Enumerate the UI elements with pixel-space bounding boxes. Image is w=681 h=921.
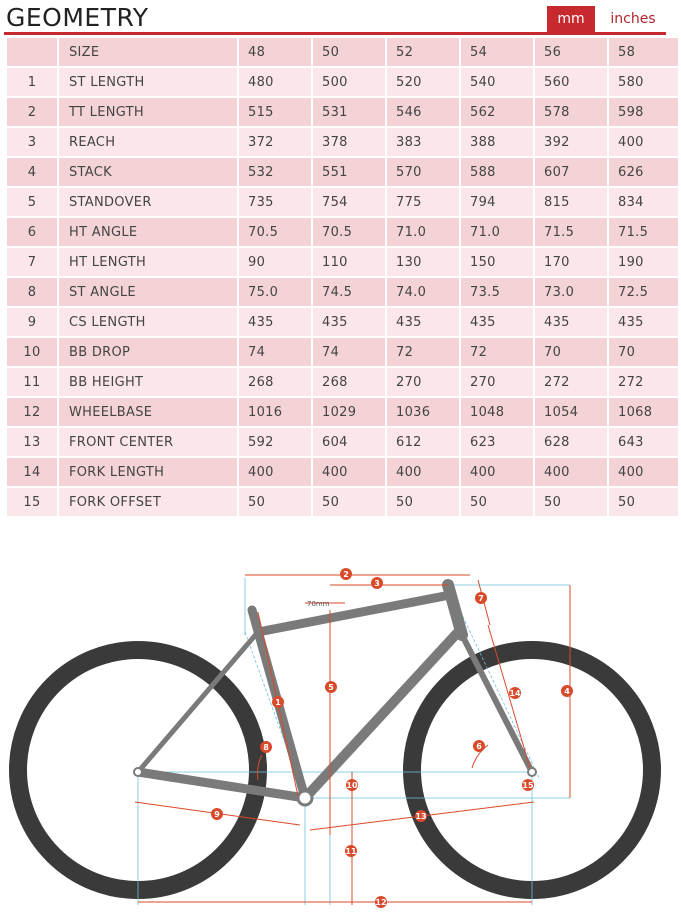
row-value-cell: 72.5: [609, 278, 678, 306]
row-value-cell: 546: [387, 98, 459, 126]
row-value-cell: 794: [461, 188, 533, 216]
row-value-cell: 400: [609, 128, 678, 156]
table-header-row: [7, 38, 678, 66]
row-value-cell: 540: [461, 68, 533, 96]
unit-inches-button[interactable]: inches: [610, 11, 656, 27]
row-value-cell: 623: [461, 428, 533, 456]
row-value-cell: 50: [461, 488, 533, 516]
callout-7: [475, 592, 487, 604]
row-value-cell: 170: [535, 248, 607, 276]
row-value-cell: 268: [239, 368, 311, 396]
svg-text:13: 13: [415, 812, 427, 821]
header-size-label: SIZE: [59, 38, 237, 66]
top-tube: [258, 595, 450, 632]
row-value-cell: 578: [535, 98, 607, 126]
header-size-cell: 58: [609, 38, 678, 66]
row-value-cell: 130: [387, 248, 459, 276]
row-value-cell: 515: [239, 98, 311, 126]
svg-text:1: 1: [275, 698, 281, 707]
row-value-cell: 110: [313, 248, 385, 276]
svg-text:15: 15: [522, 781, 534, 790]
row-measure-name: ST LENGTH: [59, 68, 237, 96]
row-value-cell: 70.5: [313, 218, 385, 246]
row-number: 12: [7, 398, 57, 426]
row-measure-name: TT LENGTH: [59, 98, 237, 126]
row-value-cell: 50: [313, 488, 385, 516]
callout-6: [473, 740, 485, 752]
row-value-cell: 612: [387, 428, 459, 456]
row-value-cell: 400: [535, 458, 607, 486]
row-value-cell: 435: [239, 308, 311, 336]
table-row: [7, 428, 678, 456]
row-value-cell: 400: [461, 458, 533, 486]
svg-text:9: 9: [214, 810, 220, 819]
row-value-cell: 150: [461, 248, 533, 276]
callout-2: [340, 568, 352, 580]
row-value-cell: 735: [239, 188, 311, 216]
row-value-cell: 435: [609, 308, 678, 336]
row-value-cell: 190: [609, 248, 678, 276]
header-size-cell: 56: [535, 38, 607, 66]
table-row: [7, 218, 678, 246]
row-value-cell: 268: [313, 368, 385, 396]
table-row: [7, 128, 678, 156]
svg-text:3: 3: [374, 579, 380, 588]
row-value-cell: 1016: [239, 398, 311, 426]
row-number: 8: [7, 278, 57, 306]
svg-text:12: 12: [375, 898, 387, 907]
front-axle: [528, 768, 536, 776]
row-value-cell: 580: [609, 68, 678, 96]
row-value-cell: 70.5: [239, 218, 311, 246]
callout-8: [260, 741, 272, 753]
table-row: [7, 68, 678, 96]
row-value-cell: 551: [313, 158, 385, 186]
row-value-cell: 480: [239, 68, 311, 96]
row-value-cell: 372: [239, 128, 311, 156]
callout-11: [345, 845, 357, 857]
row-value-cell: 270: [387, 368, 459, 396]
row-value-cell: 598: [609, 98, 678, 126]
row-value-cell: 73.0: [535, 278, 607, 306]
row-value-cell: 628: [535, 428, 607, 456]
head-tube: [448, 585, 462, 635]
svg-text:2: 2: [343, 570, 349, 579]
callout-14: [509, 687, 521, 699]
svg-text:6: 6: [476, 742, 482, 751]
row-value-cell: 531: [313, 98, 385, 126]
row-value-cell: 562: [461, 98, 533, 126]
row-value-cell: 70: [535, 338, 607, 366]
callout-3: [371, 577, 383, 589]
row-value-cell: 1036: [387, 398, 459, 426]
row-value-cell: 643: [609, 428, 678, 456]
row-value-cell: 435: [387, 308, 459, 336]
row-value-cell: 435: [535, 308, 607, 336]
row-measure-name: FORK LENGTH: [59, 458, 237, 486]
down-tube: [305, 630, 460, 798]
row-value-cell: 50: [239, 488, 311, 516]
row-value-cell: 834: [609, 188, 678, 216]
row-value-cell: 607: [535, 158, 607, 186]
row-value-cell: 1068: [609, 398, 678, 426]
row-value-cell: 71.0: [387, 218, 459, 246]
header-size-cell: 48: [239, 38, 311, 66]
row-value-cell: 71.0: [461, 218, 533, 246]
row-value-cell: 400: [239, 458, 311, 486]
table-row: [7, 308, 678, 336]
row-value-cell: 1029: [313, 398, 385, 426]
row-value-cell: 754: [313, 188, 385, 216]
header: [0, 0, 681, 36]
page-title: GEOMETRY: [6, 3, 149, 32]
row-value-cell: 388: [461, 128, 533, 156]
row-value-cell: 520: [387, 68, 459, 96]
svg-text:8: 8: [263, 743, 269, 752]
bike-geometry-diagram: [0, 540, 681, 921]
row-value-cell: 50: [387, 488, 459, 516]
row-number: 9: [7, 308, 57, 336]
table-row: [7, 338, 678, 366]
row-value-cell: 74: [239, 338, 311, 366]
row-measure-name: FRONT CENTER: [59, 428, 237, 456]
svg-text:10: 10: [346, 781, 358, 790]
callout-1: [272, 696, 284, 708]
row-number: 5: [7, 188, 57, 216]
row-value-cell: 400: [313, 458, 385, 486]
rear-axle: [134, 768, 142, 776]
row-measure-name: HT LENGTH: [59, 248, 237, 276]
row-value-cell: 400: [609, 458, 678, 486]
chainstay: [138, 772, 305, 798]
svg-text:4: 4: [564, 687, 570, 696]
row-measure-name: STACK: [59, 158, 237, 186]
table-row: [7, 458, 678, 486]
fork-offset-label: 70mm: [307, 600, 330, 608]
callout-4: [561, 685, 573, 697]
geometry-table: [5, 38, 680, 516]
row-value-cell: 70: [609, 338, 678, 366]
geometry-table-body: [7, 38, 678, 516]
row-measure-name: BB HEIGHT: [59, 368, 237, 396]
row-value-cell: 50: [609, 488, 678, 516]
table-row: [7, 248, 678, 276]
table-row: [7, 188, 678, 216]
row-value-cell: 74: [313, 338, 385, 366]
table-row: [7, 98, 678, 126]
svg-text:5: 5: [328, 683, 334, 692]
row-value-cell: 532: [239, 158, 311, 186]
callout-5: [325, 681, 337, 693]
callout-12: [375, 896, 387, 908]
row-value-cell: 1054: [535, 398, 607, 426]
callout-9: [211, 808, 223, 820]
unit-mm-button[interactable]: mm: [547, 6, 595, 33]
row-value-cell: 626: [609, 158, 678, 186]
row-value-cell: 270: [461, 368, 533, 396]
callout-10: [346, 779, 358, 791]
row-number: 1: [7, 68, 57, 96]
row-number: 6: [7, 218, 57, 246]
row-value-cell: 50: [535, 488, 607, 516]
row-measure-name: REACH: [59, 128, 237, 156]
row-value-cell: 775: [387, 188, 459, 216]
row-measure-name: CS LENGTH: [59, 308, 237, 336]
callout-13: [415, 810, 427, 822]
row-number: 7: [7, 248, 57, 276]
row-value-cell: 400: [387, 458, 459, 486]
table-row: [7, 278, 678, 306]
callouts: [211, 568, 573, 908]
row-number: 3: [7, 128, 57, 156]
row-value-cell: 383: [387, 128, 459, 156]
table-row: [7, 398, 678, 426]
row-value-cell: 90: [239, 248, 311, 276]
svg-text:7: 7: [478, 594, 484, 603]
row-value-cell: 272: [535, 368, 607, 396]
header-num-cell: [7, 38, 57, 66]
row-value-cell: 604: [313, 428, 385, 456]
row-value-cell: 378: [313, 128, 385, 156]
header-size-cell: 52: [387, 38, 459, 66]
row-measure-name: WHEELBASE: [59, 398, 237, 426]
row-measure-name: HT ANGLE: [59, 218, 237, 246]
row-measure-name: FORK OFFSET: [59, 488, 237, 516]
row-value-cell: 1048: [461, 398, 533, 426]
svg-text:11: 11: [345, 847, 357, 856]
row-number: 14: [7, 458, 57, 486]
row-value-cell: 815: [535, 188, 607, 216]
row-value-cell: 72: [387, 338, 459, 366]
row-number: 10: [7, 338, 57, 366]
row-measure-name: BB DROP: [59, 338, 237, 366]
table-row: [7, 158, 678, 186]
row-value-cell: 74.5: [313, 278, 385, 306]
header-size-cell: 54: [461, 38, 533, 66]
callout-15: [522, 779, 534, 791]
row-number: 4: [7, 158, 57, 186]
row-value-cell: 73.5: [461, 278, 533, 306]
row-number: 15: [7, 488, 57, 516]
row-number: 13: [7, 428, 57, 456]
bottom-bracket: [298, 791, 312, 805]
row-value-cell: 592: [239, 428, 311, 456]
row-value-cell: 560: [535, 68, 607, 96]
row-value-cell: 71.5: [609, 218, 678, 246]
table-row: [7, 488, 678, 516]
row-value-cell: 72: [461, 338, 533, 366]
row-value-cell: 435: [313, 308, 385, 336]
row-value-cell: 435: [461, 308, 533, 336]
row-value-cell: 500: [313, 68, 385, 96]
row-measure-name: ST ANGLE: [59, 278, 237, 306]
row-number: 11: [7, 368, 57, 396]
row-value-cell: 272: [609, 368, 678, 396]
svg-text:14: 14: [509, 689, 521, 698]
row-value-cell: 74.0: [387, 278, 459, 306]
row-value-cell: 75.0: [239, 278, 311, 306]
row-number: 2: [7, 98, 57, 126]
header-size-cell: 50: [313, 38, 385, 66]
row-value-cell: 392: [535, 128, 607, 156]
row-value-cell: 71.5: [535, 218, 607, 246]
table-row: [7, 368, 678, 396]
row-value-cell: 588: [461, 158, 533, 186]
row-value-cell: 570: [387, 158, 459, 186]
row-measure-name: STANDOVER: [59, 188, 237, 216]
